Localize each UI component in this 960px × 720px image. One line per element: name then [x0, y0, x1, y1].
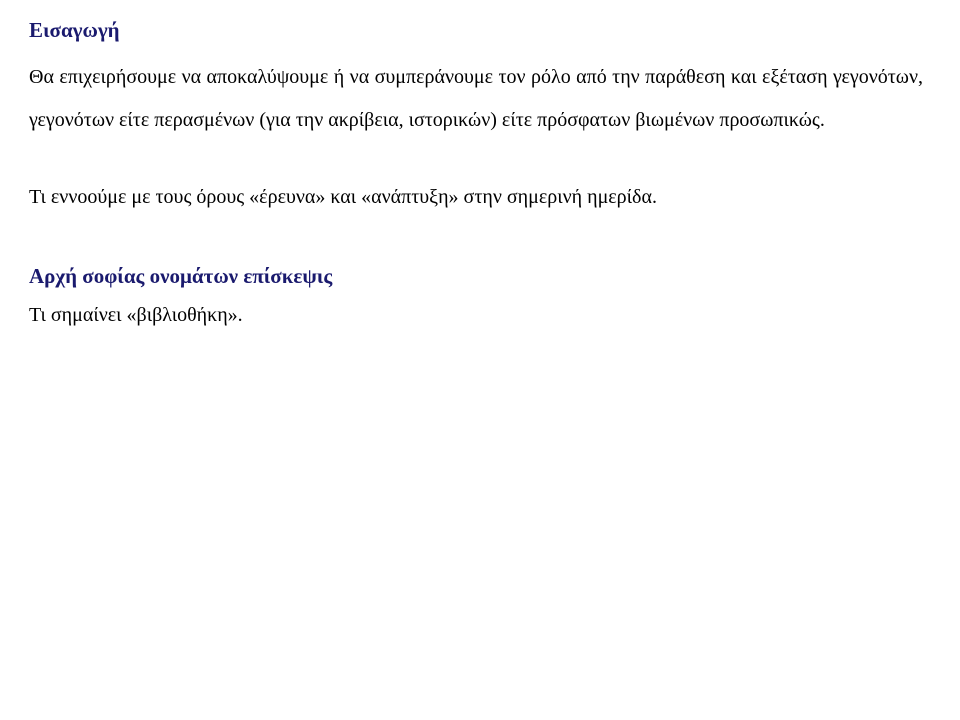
section-heading-names: Αρχή σοφίας ονομάτων επίσκεψις [29, 264, 333, 288]
terms-paragraph: Τι εννοούμε με τους όρους «έρευνα» και «ανάπτυξη» στην σημερινή ημερίδα. [29, 186, 657, 208]
library-paragraph: Τι σημαίνει «βιβλιοθήκη». [29, 304, 243, 326]
section-heading-introduction: Εισαγωγή [29, 18, 120, 42]
introduction-paragraph: Θα επιχειρήσουμε να αποκαλύψουμε ή να συμπεράνουμε τον ρόλο από την παράθεση και εξέταση γεγονότων, γεγονότων είτε περασμένων (για την ακρίβεια, ιστορικών) είτε πρόσφατων βιωμένων προσωπικώς. [29, 66, 923, 131]
